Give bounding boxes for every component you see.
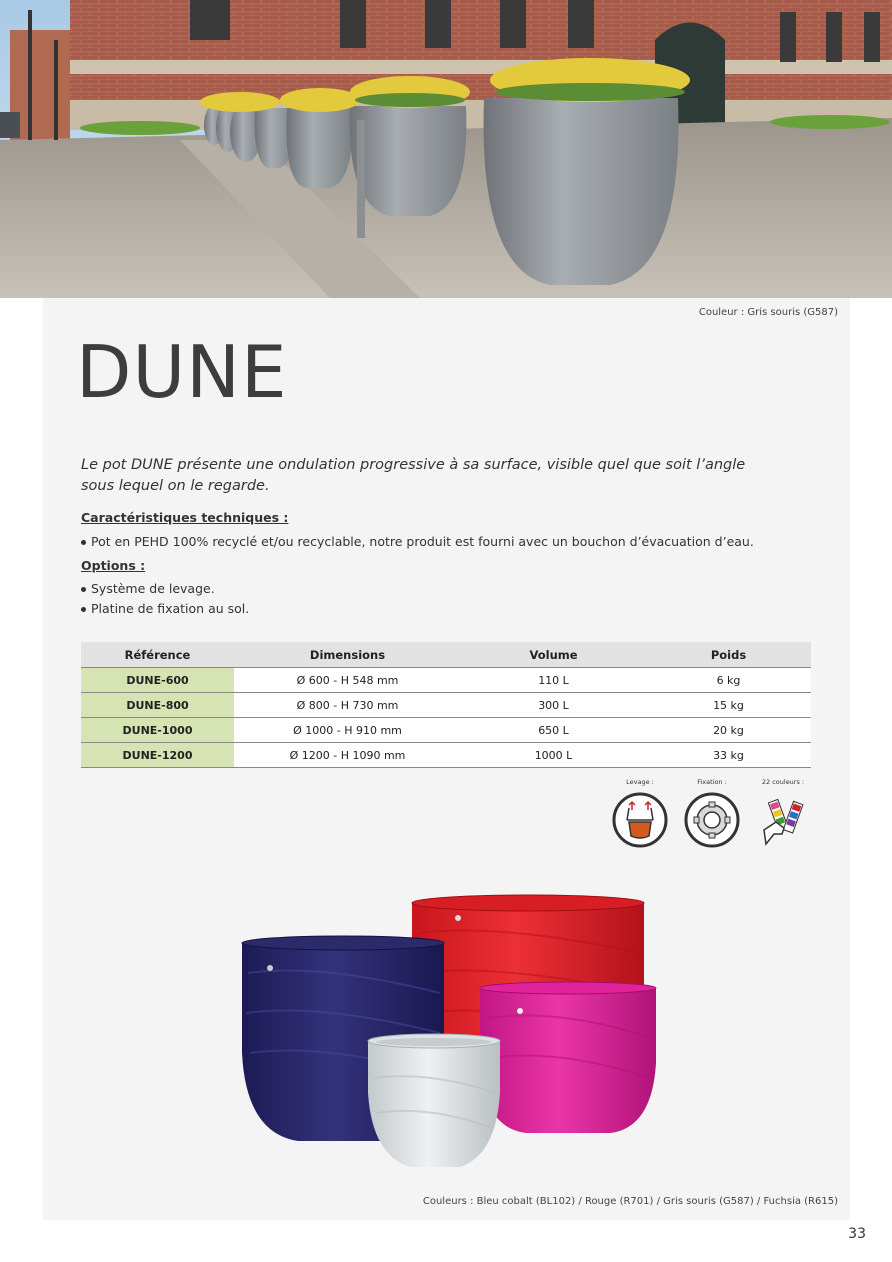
option-item: Platine de fixation au sol. bbox=[81, 601, 249, 616]
bullet-icon bbox=[81, 540, 86, 545]
photo-caption: Couleur : Gris souris (G587) bbox=[698, 307, 838, 318]
weight-cell: 33 kg bbox=[646, 743, 811, 768]
lifting-icon bbox=[612, 792, 668, 852]
fixation-icon bbox=[684, 792, 740, 852]
table-row bbox=[81, 743, 811, 768]
colors-caption: Couleurs : Bleu cobalt (BL102) / Rouge (R701) / Gris souris (G587) / Fuchsia (R615) bbox=[422, 1196, 838, 1207]
col-header: Référence bbox=[81, 642, 234, 668]
col-header: Volume bbox=[461, 642, 646, 668]
tech-heading: Caractéristiques techniques : bbox=[81, 510, 289, 525]
page-number: 33 bbox=[848, 1226, 866, 1242]
options-heading: Options : bbox=[81, 558, 146, 573]
col-header: Poids bbox=[646, 642, 811, 668]
lifting-label: Levage : bbox=[626, 778, 654, 786]
bullet-icon bbox=[81, 587, 86, 592]
volume-cell: 1000 L bbox=[461, 743, 646, 768]
ref-cell: DUNE-800 bbox=[81, 693, 234, 718]
option-item: Système de levage. bbox=[81, 581, 215, 596]
dimensions-cell: Ø 600 - H 548 mm bbox=[234, 668, 461, 693]
weight-cell: 15 kg bbox=[646, 693, 811, 718]
volume-cell: 300 L bbox=[461, 693, 646, 718]
fixation-label: Fixation : bbox=[697, 778, 727, 786]
colors-label: 22 couleurs : bbox=[761, 778, 805, 786]
volume-cell: 110 L bbox=[461, 668, 646, 693]
hero-photo bbox=[0, 0, 892, 298]
col-header: Dimensions bbox=[234, 642, 461, 668]
table-row bbox=[81, 693, 811, 718]
spec-table bbox=[81, 642, 811, 768]
ref-cell: DUNE-1000 bbox=[81, 718, 234, 743]
ref-cell: DUNE-600 bbox=[81, 668, 234, 693]
weight-cell: 6 kg bbox=[646, 668, 811, 693]
intro-text: Le pot DUNE présente une ondulation progressive à sa surface, visible quel que soit l’angle sous lequel on le regarde. bbox=[81, 457, 746, 494]
table-row bbox=[81, 668, 811, 693]
table-header-row bbox=[81, 642, 811, 668]
dimensions-cell: Ø 1000 - H 910 mm bbox=[234, 718, 461, 743]
volume-cell: 650 L bbox=[461, 718, 646, 743]
product-photo bbox=[240, 893, 660, 1177]
ref-cell: DUNE-1200 bbox=[81, 743, 234, 768]
table-row bbox=[81, 718, 811, 743]
page-title: DUNE bbox=[76, 330, 288, 414]
bullet-icon bbox=[81, 607, 86, 612]
dimensions-cell: Ø 1200 - H 1090 mm bbox=[234, 743, 461, 768]
weight-cell: 20 kg bbox=[646, 718, 811, 743]
color-swatch-icon bbox=[756, 792, 812, 852]
tech-item: Pot en PEHD 100% recyclé et/ou recyclable, notre produit est fourni avec un bouchon d’évacuation d’eau. bbox=[81, 534, 754, 549]
dimensions-cell: Ø 800 - H 730 mm bbox=[234, 693, 461, 718]
